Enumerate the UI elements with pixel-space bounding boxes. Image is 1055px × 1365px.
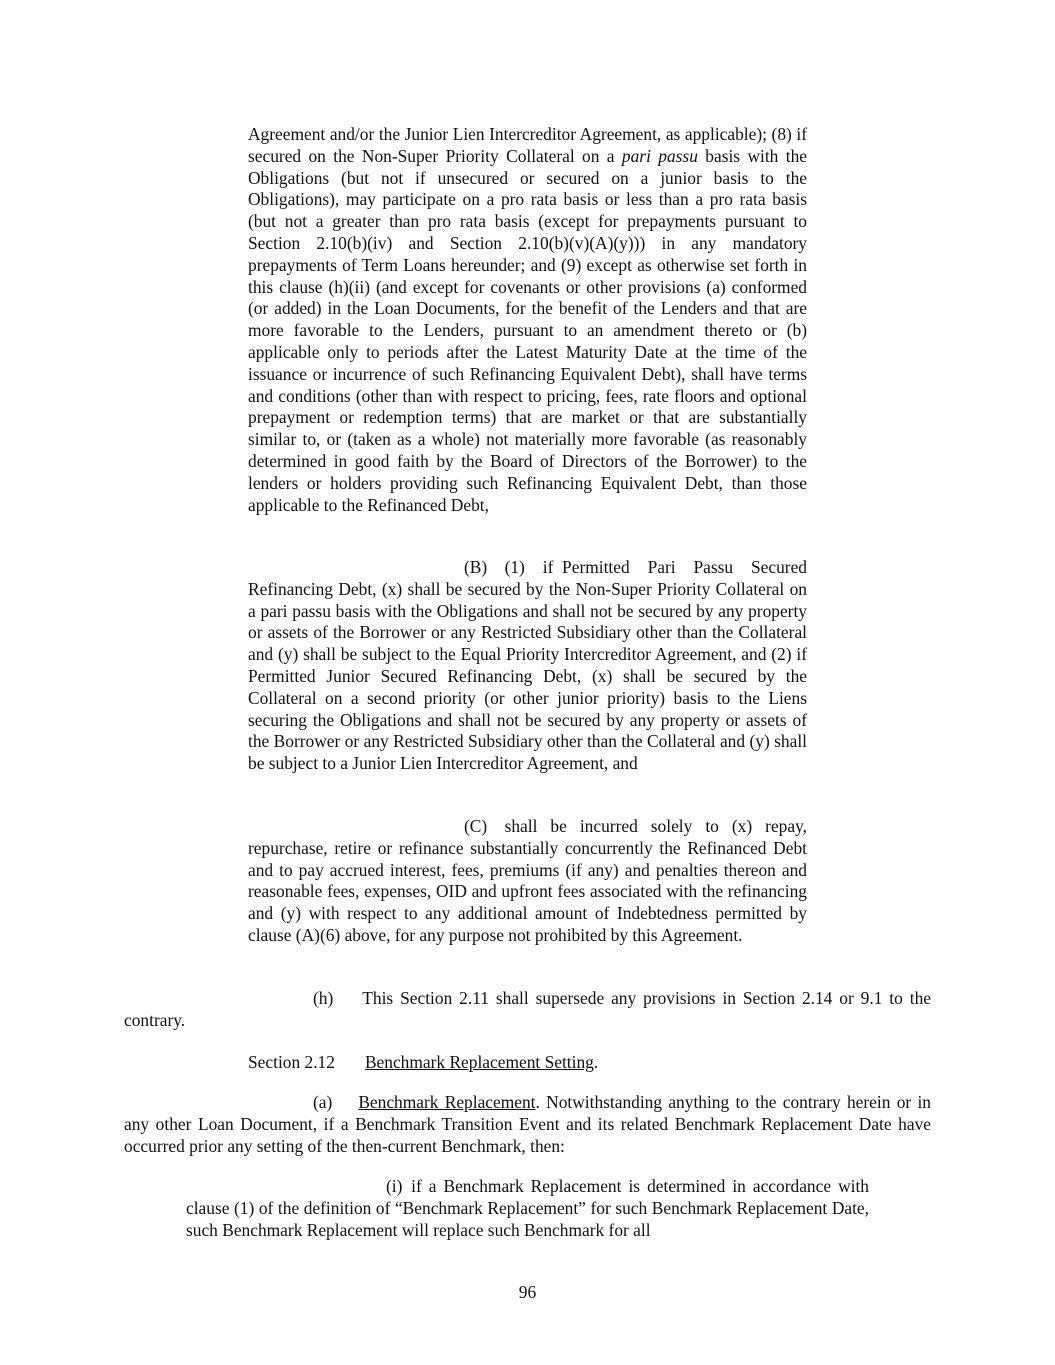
- clause-c-paragraph: (C) shall be incurred solely to (x) repay, repurchase, retire or refinance substantially concurrently the Refinanced Debt and to pay accrued interest, fees, premiums (if any) and penalties thereon and reasonable fees, expenses, OID and upfront fees associated with the refinancing and (y) with respect to any additional amount of Indebtedness permitted by clause (A)(6) above, for any purpose not prohibited by this Agreement.: [248, 816, 807, 945]
- clause-a-label: (a): [313, 1092, 333, 1112]
- section-title: Benchmark Replacement Setting: [364, 1052, 594, 1072]
- clause-i-paragraph: (i) if a Benchmark Replacement is determined in accordance with clause (1) of the definition of “Benchmark Replacement” for such Benchmark Replacement Date, such Benchmark Replacement will replace such Benchmark for all: [186, 1176, 869, 1240]
- clause-h-label: (h): [313, 988, 334, 1008]
- clause-a-text: . Notwithstanding anything to the contrary herein or in any other Loan Document, if a Benchmark Transition Event and its related Benchmark Replacement Date have occurred prior any setting of the then-current Benchmark, then:: [124, 1092, 931, 1156]
- continued-paragraph-rest: basis with the Obligations (but not if unsecured or secured on a junior basis to the Obligations), may participate on a pro rata basis or less than a pro rata basis (but not a greater than pro rata basis (except for prepayments pursuant to Section 2.10(b)(iv) and Section 2.10(b)(v)(A)(y))) in any mandatory prepayments of Term Loans hereunder; and (9) except as otherwise set forth in this clause (h)(ii) (and except for covenants or other provisions (a) conformed (or added) in the Loan Documents, for the benefit of the Lenders and that are more favorable to the Lenders, pursuant to an amendment thereto or (b) applicable only to periods after the Latest Maturity Date at the time of the issuance or incurrence of such Refinancing Equivalent Debt), shall have terms and conditions (other than with respect to pricing, fees, rate floors and optional prepayment or redemption terms) that are market or that are substantially similar to, or (taken as a whole) not materially more favorable (as reasonably determined in good faith by the Board of Directors of the Borrower) to the lenders or holders providing such Refinancing Equivalent Debt, than those applicable to the Refinanced Debt,: [248, 145, 807, 515]
- section-title-punct: .: [593, 1052, 599, 1072]
- clause-h-paragraph: [124, 988, 931, 1032]
- clause-a-paragraph: [124, 1092, 931, 1157]
- section-number: Section 2.12: [248, 1052, 335, 1072]
- pari-passu-italic: pari passu: [621, 145, 698, 166]
- clause-b-paragraph: (B) (1) if Permitted Pari Passu Secured Refinancing Debt, (x) shall be secured by the Non-Super Priority Collateral on a pari passu basis with the Obligations and shall not be secured by any property or assets of the Borrower or any Restricted Subsidiary other than the Collateral and (y) shall be subject to the Equal Priority Intercreditor Agreement, and (2) if Permitted Junior Secured Refinancing Debt, (x) shall be secured by the Collateral on a second priority (or other junior priority) basis to the Liens securing the Obligations and shall not be secured by any property or assets of the Borrower or any Restricted Subsidiary other than the Collateral and (y) shall be subject to a Junior Lien Intercreditor Agreement, and: [248, 557, 807, 774]
- continued-paragraph: [248, 124, 807, 516]
- clause-a-title: Benchmark Replacement: [358, 1092, 536, 1112]
- continued-paragraph-start: Agreement and/or the Junior Lien Intercreditor Agreement, as applicable); (8) if secured on the Non-Super Priority Collateral on a: [248, 124, 807, 166]
- page-number: 96: [518, 1282, 537, 1302]
- section-heading: [248, 1052, 598, 1074]
- clause-h-text: This Section 2.11 shall supersede any provisions in Section 2.14 or 9.1 to the contrary.: [124, 988, 931, 1030]
